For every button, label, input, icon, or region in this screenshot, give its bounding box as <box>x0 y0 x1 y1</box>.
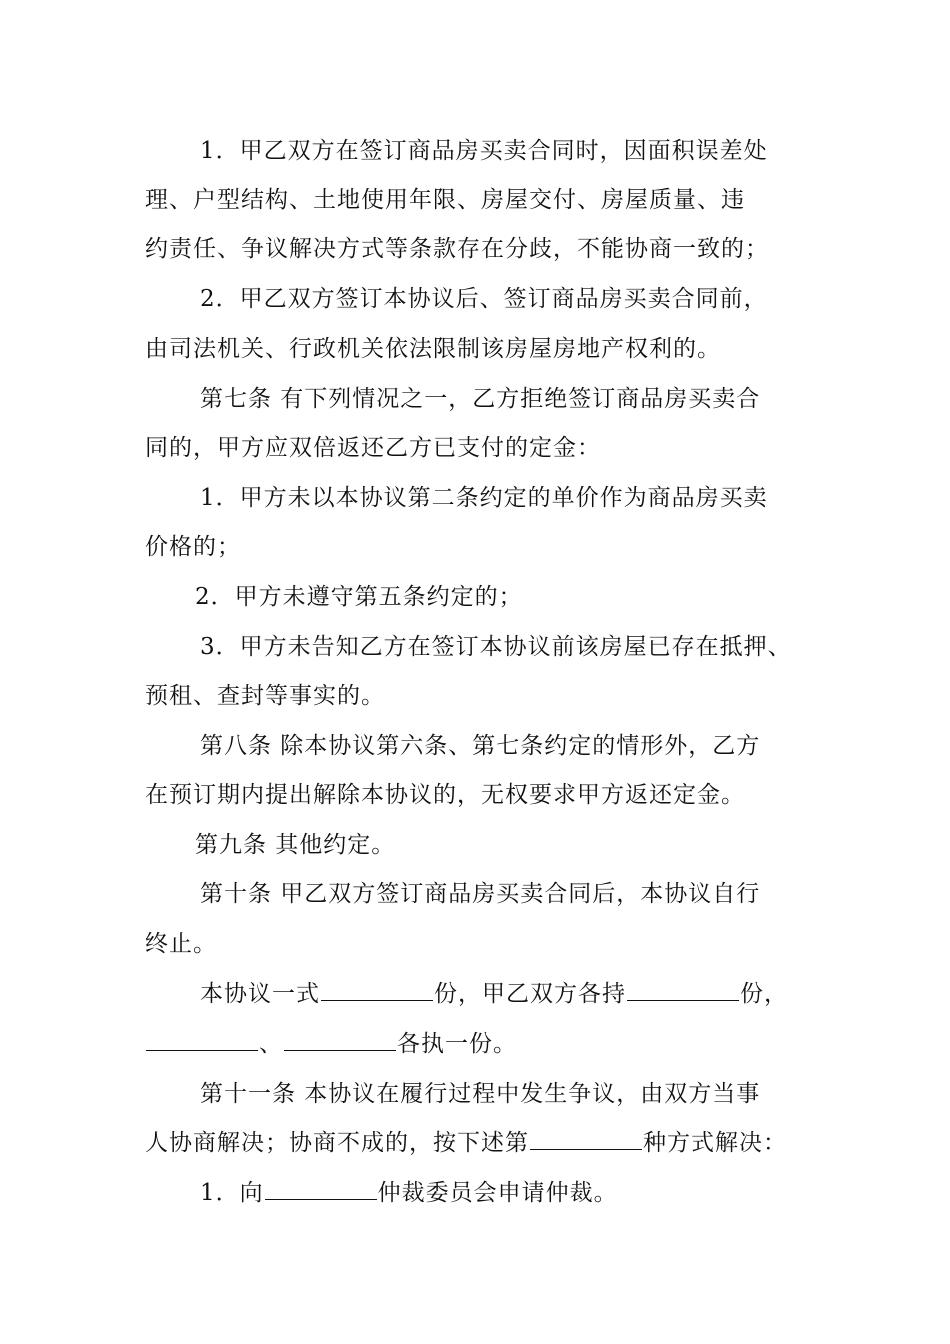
copies-text-2: 份，甲乙双方各持 <box>434 981 626 1007</box>
holders-separator: 、 <box>259 1031 283 1057</box>
dispute-method-blank[interactable] <box>530 1127 642 1150</box>
article-8-line-2: 在预订期内提出解除本协议的，无权要求甲方返还定金。 <box>145 782 745 808</box>
article-7-line-2: 同的，甲方应双倍返还乙方已支付的定金： <box>145 435 601 461</box>
article-7-item-3-line-1: 3．甲方未告知乙方在签订本协议前该房屋已存在抵押、 <box>200 634 792 660</box>
clause-6-item-1-line-3: 约责任、争议解决方式等条款存在分歧，不能协商一致的； <box>145 236 769 262</box>
holders-text: 各执一份。 <box>397 1031 517 1057</box>
arbitration-line <box>200 1173 618 1213</box>
holders-line <box>145 1024 517 1064</box>
article-11-line-2 <box>145 1123 787 1163</box>
copies-text-1: 本协议一式 <box>200 981 320 1007</box>
copies-total-blank[interactable] <box>321 978 433 1001</box>
article-7-item-3-line-2: 预租、查封等事实的。 <box>145 683 385 709</box>
holder-2-blank[interactable] <box>284 1028 396 1051</box>
arbitration-text-1: 1．向 <box>200 1180 264 1206</box>
clause-6-item-1-line-2: 理、户型结构、土地使用年限、房屋交付、房屋质量、违 <box>145 187 745 213</box>
article-10-line-2: 终止。 <box>145 931 217 957</box>
article-10-line-1: 第十条 甲乙双方签订商品房买卖合同后，本协议自行 <box>200 881 761 907</box>
article-7-item-1-line-2: 价格的； <box>145 534 241 560</box>
article-7-item-1-line-1: 1．甲方未以本协议第二条约定的单价作为商品房买卖 <box>200 485 768 511</box>
article-11-text-1: 人协商解决；协商不成的，按下述第 <box>145 1130 529 1156</box>
article-7-line-1: 第七条 有下列情况之一，乙方拒绝签订商品房买卖合 <box>200 386 761 412</box>
arbitration-text-2: 仲裁委员会申请仲裁。 <box>377 1180 618 1206</box>
holder-1-blank[interactable] <box>146 1028 258 1051</box>
article-11-text-2: 种方式解决： <box>643 1130 787 1156</box>
arbitration-commission-blank[interactable] <box>265 1177 377 1200</box>
clause-6-item-1-line-1: 1．甲乙双方在签订商品房买卖合同时，因面积误差处 <box>200 138 768 164</box>
clause-6-item-2-line-1: 2．甲乙双方签订本协议后、签订商品房买卖合同前， <box>200 286 768 312</box>
copies-text-3: 份， <box>740 981 788 1007</box>
article-8-line-1: 第八条 除本协议第六条、第七条约定的情形外，乙方 <box>200 733 761 759</box>
article-11-line-1: 第十一条 本协议在履行过程中发生争议，由双方当事 <box>200 1081 761 1107</box>
copies-each-blank[interactable] <box>627 978 739 1001</box>
article-7-item-2: 2．甲方未遵守第五条约定的； <box>195 584 523 610</box>
clause-6-item-2-line-2: 由司法机关、行政机关依法限制该房屋房地产权利的。 <box>145 336 721 362</box>
copies-line <box>200 974 788 1014</box>
article-9: 第九条 其他约定。 <box>195 832 396 858</box>
